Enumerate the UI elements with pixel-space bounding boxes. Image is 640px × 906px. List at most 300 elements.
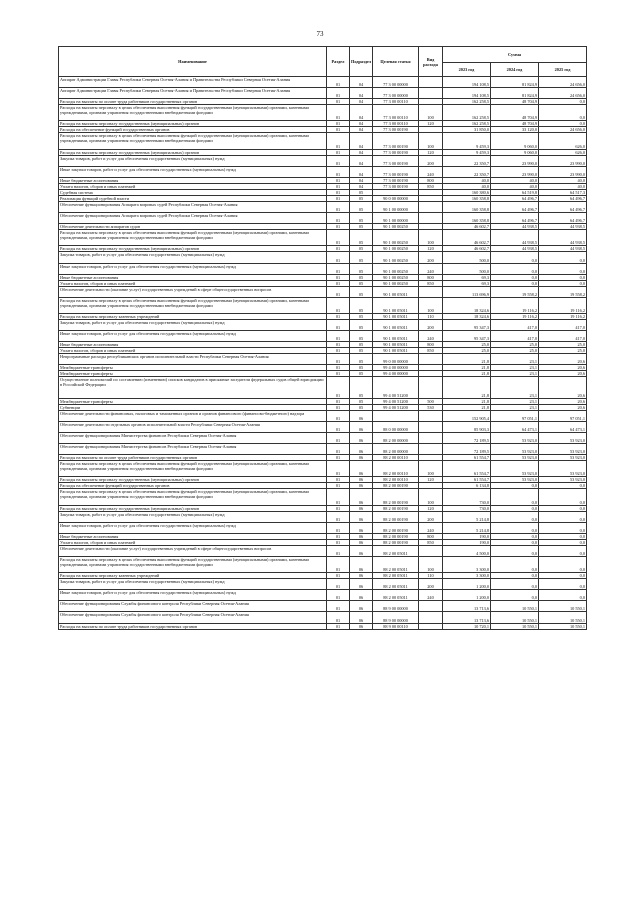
row-sum-2025: 24 656,0 xyxy=(539,88,587,99)
row-podrazdel: 05 xyxy=(350,286,373,297)
row-sum-2023: 194 108,5 xyxy=(443,88,491,99)
row-podrazdel: 05 xyxy=(350,189,373,195)
row-sum-2024: 48 704,9 xyxy=(491,105,539,121)
row-razdel: 01 xyxy=(327,183,350,189)
row-podrazdel: 06 xyxy=(350,579,373,590)
row-name: Расходы на выплаты персоналу государственных (муниципальных) органов xyxy=(59,505,327,511)
table-row xyxy=(59,522,587,533)
row-cs: 77 3 00 00000 xyxy=(373,77,419,88)
row-razdel: 01 xyxy=(327,320,350,331)
row-sum-2024: 53 923,0 xyxy=(491,444,539,455)
row-sum-2025: 0,0 xyxy=(539,483,587,489)
row-vr xyxy=(419,286,443,297)
row-razdel: 01 xyxy=(327,404,350,410)
row-podrazdel: 04 xyxy=(350,77,373,88)
row-podrazdel: 05 xyxy=(350,348,373,354)
row-sum-2025: 64 517,3 xyxy=(539,189,587,195)
row-name: Расходы на выплаты по оплате труда работников государственных органов xyxy=(59,455,327,461)
table-row xyxy=(59,286,587,297)
row-sum-2023: 9 459,3 xyxy=(443,149,491,155)
row-name: Расходы на обеспечение функций государственных органов xyxy=(59,483,327,489)
row-sum-2025: 24 656,0 xyxy=(539,127,587,133)
table-body xyxy=(59,77,587,630)
row-vr: 800 xyxy=(419,274,443,280)
row-podrazdel: 05 xyxy=(350,320,373,331)
row-sum-2025: 64 496,7 xyxy=(539,213,587,224)
row-sum-2025: 0,0 xyxy=(539,274,587,280)
row-vr: 110 xyxy=(419,313,443,319)
row-podrazdel: 05 xyxy=(350,280,373,286)
row-vr: 100 xyxy=(419,489,443,505)
row-razdel: 01 xyxy=(327,166,350,177)
row-cs: 90 1 00 05011 xyxy=(373,331,419,342)
row-sum-2025: 53 923,0 xyxy=(539,444,587,455)
table-row xyxy=(59,297,587,313)
table-row xyxy=(59,556,587,572)
row-cs: 77 3 00 00110 xyxy=(373,121,419,127)
row-sum-2025: 0,0 xyxy=(539,511,587,522)
row-name: Иные закупки товаров, работ и услуг для обеспечения государственных (муниципальных) нужд xyxy=(59,590,327,601)
row-name: Осуществление полномочий по составлению (изменению) списков кандидатов в присяжные заседатели федеральных судов общей юрисдикции в Российской Федерации xyxy=(59,377,327,398)
row-razdel: 01 xyxy=(327,342,350,348)
row-sum-2023: 160 358,8 xyxy=(443,195,491,201)
row-vr: 240 xyxy=(419,166,443,177)
row-vr xyxy=(419,612,443,623)
row-razdel: 01 xyxy=(327,313,350,319)
row-cs: 99 4 00 00000 xyxy=(373,365,419,371)
row-podrazdel: 05 xyxy=(350,297,373,313)
row-razdel: 01 xyxy=(327,133,350,149)
row-sum-2023: 95 347,3 xyxy=(443,320,491,331)
row-sum-2023: 152 905,4 xyxy=(443,410,491,421)
table-row xyxy=(59,601,587,612)
row-name: Иные закупки товаров, работ и услуг для обеспечения государственных (муниципальных) нужд xyxy=(59,331,327,342)
row-sum-2025: 19 116,2 xyxy=(539,313,587,319)
table-row xyxy=(59,77,587,88)
row-cs: 77 3 00 00110 xyxy=(373,99,419,105)
row-name: Судебная система xyxy=(59,189,327,195)
table-row xyxy=(59,410,587,421)
row-sum-2023: 22 350,7 xyxy=(443,155,491,166)
row-razdel: 01 xyxy=(327,127,350,133)
row-vr xyxy=(419,444,443,455)
row-cs: 88 2 00 00190 xyxy=(373,533,419,539)
row-podrazdel: 05 xyxy=(350,377,373,398)
table-row xyxy=(59,230,587,246)
row-vr xyxy=(419,202,443,213)
row-vr: 100 xyxy=(419,297,443,313)
row-razdel: 01 xyxy=(327,77,350,88)
row-name: Обеспечение деятельности финансовых, налоговых и таможенных органов и органов финансового (финансово-бюджетного) надзора xyxy=(59,410,327,421)
table-header xyxy=(59,47,587,77)
row-sum-2024: 64 496,7 xyxy=(491,195,539,201)
row-sum-2025: 20,6 xyxy=(539,398,587,404)
row-sum-2025: 0,0 xyxy=(539,573,587,579)
row-podrazdel: 05 xyxy=(350,246,373,252)
row-sum-2025: 0,0 xyxy=(539,489,587,505)
row-razdel: 01 xyxy=(327,477,350,483)
row-sum-2024: 417,0 xyxy=(491,331,539,342)
row-sum-2023: 22 350,7 xyxy=(443,166,491,177)
row-sum-2023: 730,0 xyxy=(443,489,491,505)
row-name: Межбюджетные трансферты xyxy=(59,398,327,404)
row-sum-2023: 13 713,6 xyxy=(443,601,491,612)
row-cs: 88 2 00 00110 xyxy=(373,477,419,483)
row-name: Обеспечение функционирования Аппарата мировых судей Республики Северная Осетия-Алания xyxy=(59,213,327,224)
row-vr: 240 xyxy=(419,331,443,342)
row-cs: 77 3 00 00190 xyxy=(373,127,419,133)
row-sum-2024: 417,0 xyxy=(491,320,539,331)
row-name: Расходы на выплаты по оплате труда работников государственных органов xyxy=(59,99,327,105)
row-vr: 240 xyxy=(419,522,443,533)
table-row xyxy=(59,489,587,505)
row-name: Субвенции xyxy=(59,404,327,410)
row-cs: 77 3 00 00190 xyxy=(373,133,419,149)
row-podrazdel: 06 xyxy=(350,511,373,522)
row-sum-2023: 25,0 xyxy=(443,342,491,348)
row-sum-2023: 61 554,7 xyxy=(443,461,491,477)
row-vr xyxy=(419,354,443,365)
row-sum-2023: 46 602,7 xyxy=(443,230,491,246)
row-cs: 88 2 00 00000 xyxy=(373,444,419,455)
header-name: Наименование xyxy=(59,47,327,77)
row-podrazdel: 06 xyxy=(350,483,373,489)
row-sum-2023: 85 903,3 xyxy=(443,421,491,432)
row-sum-2025: 10 550,1 xyxy=(539,612,587,623)
row-podrazdel: 06 xyxy=(350,533,373,539)
row-razdel: 01 xyxy=(327,149,350,155)
table-row xyxy=(59,155,587,166)
header-vr: Вид расхода xyxy=(419,47,443,77)
row-vr: 120 xyxy=(419,477,443,483)
row-vr: 500 xyxy=(419,398,443,404)
row-sum-2024: 0,0 xyxy=(491,573,539,579)
row-sum-2025: 0,0 xyxy=(539,105,587,121)
row-cs: 99 4 00 51200 xyxy=(373,404,419,410)
row-sum-2025: 20,6 xyxy=(539,371,587,377)
row-sum-2025: 626,0 xyxy=(539,149,587,155)
row-podrazdel: 06 xyxy=(350,601,373,612)
row-sum-2023: 31 850,0 xyxy=(443,127,491,133)
row-vr xyxy=(419,377,443,398)
page-number: 73 xyxy=(316,30,324,38)
row-cs: 90 1 00 00250 xyxy=(373,263,419,274)
header-sum: Сумма xyxy=(443,47,587,63)
row-sum-2023: 1 200,0 xyxy=(443,590,491,601)
row-sum-2023: 46 602,7 xyxy=(443,224,491,230)
table-row xyxy=(59,432,587,443)
row-name: Расходы на выплаты персоналу государственных (муниципальных) органов xyxy=(59,121,327,127)
row-sum-2025: 0,0 xyxy=(539,533,587,539)
row-cs: 90 1 00 00000 xyxy=(373,213,419,224)
row-podrazdel: 05 xyxy=(350,313,373,319)
row-sum-2023: 21,8 xyxy=(443,398,491,404)
table-row xyxy=(59,461,587,477)
row-vr: 120 xyxy=(419,246,443,252)
row-sum-2025: 20,6 xyxy=(539,404,587,410)
row-razdel: 01 xyxy=(327,263,350,274)
row-vr: 800 xyxy=(419,177,443,183)
row-sum-2025: 64 473,1 xyxy=(539,421,587,432)
row-name: Закупка товаров, работ и услуг для обеспечения государственных (муниципальных) нужд xyxy=(59,252,327,263)
row-razdel: 01 xyxy=(327,489,350,505)
row-podrazdel: 05 xyxy=(350,224,373,230)
row-sum-2025: 53 923,0 xyxy=(539,477,587,483)
row-name: Обеспечение функционирования Министерства финансов Республики Северная Осетия-Алания xyxy=(59,432,327,443)
row-cs: 88 2 00 00190 xyxy=(373,511,419,522)
row-razdel: 01 xyxy=(327,461,350,477)
row-podrazdel: 06 xyxy=(350,444,373,455)
row-vr xyxy=(419,77,443,88)
row-name: Закупка товаров, работ и услуг для обеспечения государственных (муниципальных) нужд xyxy=(59,320,327,331)
row-sum-2024: 0,0 xyxy=(491,556,539,572)
row-sum-2024: 0,0 xyxy=(491,489,539,505)
row-podrazdel: 06 xyxy=(350,522,373,533)
row-sum-2023: 21,8 xyxy=(443,354,491,365)
row-cs: 77 3 00 00190 xyxy=(373,166,419,177)
row-razdel: 01 xyxy=(327,573,350,579)
table-row xyxy=(59,166,587,177)
row-sum-2024: 0,0 xyxy=(491,483,539,489)
row-podrazdel: 06 xyxy=(350,556,373,572)
row-cs: 88 2 00 00190 xyxy=(373,483,419,489)
row-sum-2023: 10 720,1 xyxy=(443,623,491,629)
row-cs: 99 0 00 00000 xyxy=(373,354,419,365)
row-vr xyxy=(419,88,443,99)
row-sum-2025: 24 656,0 xyxy=(539,77,587,88)
header-2023: 2023 год xyxy=(443,63,491,77)
row-podrazdel: 04 xyxy=(350,121,373,127)
row-sum-2024: 48 704,9 xyxy=(491,99,539,105)
row-sum-2025: 44 938,5 xyxy=(539,230,587,246)
row-vr: 240 xyxy=(419,263,443,274)
row-cs: 88 2 00 05011 xyxy=(373,545,419,556)
row-podrazdel: 04 xyxy=(350,149,373,155)
row-cs: 99 4 00 00000 xyxy=(373,371,419,377)
row-name: Расходы на выплаты персоналу государственных (муниципальных) органов xyxy=(59,246,327,252)
row-razdel: 01 xyxy=(327,213,350,224)
row-name: Обеспечение деятельности (оказание услуг) государственных учреждений в сфере общегосударственных вопросов xyxy=(59,286,327,297)
table-row xyxy=(59,320,587,331)
row-sum-2023: 160 358,8 xyxy=(443,213,491,224)
row-sum-2023: 1 200,0 xyxy=(443,579,491,590)
row-podrazdel: 06 xyxy=(350,461,373,477)
row-cs: 88 2 00 05011 xyxy=(373,573,419,579)
row-cs: 88 2 00 00000 xyxy=(373,432,419,443)
row-sum-2024: 25,0 xyxy=(491,342,539,348)
row-sum-2023: 21,8 xyxy=(443,371,491,377)
row-sum-2025: 44 938,5 xyxy=(539,224,587,230)
row-vr: 120 xyxy=(419,121,443,127)
row-sum-2023: 194 108,5 xyxy=(443,77,491,88)
row-sum-2024: 9 060,0 xyxy=(491,133,539,149)
row-razdel: 01 xyxy=(327,377,350,398)
row-vr: 530 xyxy=(419,404,443,410)
row-sum-2024: 0,0 xyxy=(491,280,539,286)
row-podrazdel: 05 xyxy=(350,202,373,213)
row-razdel: 01 xyxy=(327,410,350,421)
row-sum-2024: 64 496,7 xyxy=(491,213,539,224)
row-name: Расходы на выплаты персоналу в целях обеспечения выполнения функций государственными (муниципальными) органами, казенными учреждениями, органами управления государственными внебюджетными фондами xyxy=(59,297,327,313)
row-razdel: 01 xyxy=(327,88,350,99)
row-sum-2024: 0,0 xyxy=(491,252,539,263)
row-razdel: 01 xyxy=(327,252,350,263)
table-row xyxy=(59,623,587,629)
row-podrazdel: 05 xyxy=(350,195,373,201)
row-vr xyxy=(419,213,443,224)
row-sum-2024: 10 550,1 xyxy=(491,623,539,629)
row-razdel: 01 xyxy=(327,444,350,455)
row-sum-2025: 0,0 xyxy=(539,263,587,274)
row-sum-2024: 64 496,7 xyxy=(491,202,539,213)
row-sum-2024: 23 990,0 xyxy=(491,155,539,166)
row-podrazdel: 06 xyxy=(350,505,373,511)
row-sum-2025: 20,6 xyxy=(539,365,587,371)
row-cs: 88 2 00 05011 xyxy=(373,590,419,601)
row-sum-2025: 20,6 xyxy=(539,354,587,365)
row-name: Аппарат Администрации Главы Республики Северная Осетия-Алания и Правительства Республики Северная Осетия-Алания xyxy=(59,77,327,88)
row-sum-2025: 23 990,0 xyxy=(539,166,587,177)
row-name: Уплата налогов, сборов и иных платежей xyxy=(59,348,327,354)
row-vr: 200 xyxy=(419,320,443,331)
row-sum-2024: 53 923,0 xyxy=(491,432,539,443)
row-sum-2024: 0,0 xyxy=(491,511,539,522)
row-cs: 88 9 00 00000 xyxy=(373,601,419,612)
row-sum-2023: 40,0 xyxy=(443,183,491,189)
row-cs: 90 1 00 00250 xyxy=(373,224,419,230)
row-razdel: 01 xyxy=(327,121,350,127)
row-name: Обеспечение деятельности отдельных органов исполнительной власти Республики Северная Осетия-Алания xyxy=(59,421,327,432)
header-podrazdel: Подраздел xyxy=(350,47,373,77)
row-cs: 88 2 00 00190 xyxy=(373,505,419,511)
row-sum-2024: 25,0 xyxy=(491,348,539,354)
row-podrazdel: 04 xyxy=(350,155,373,166)
row-sum-2025: 23 990,0 xyxy=(539,155,587,166)
row-cs: 90 1 00 05011 xyxy=(373,342,419,348)
row-sum-2023: 162 258,5 xyxy=(443,99,491,105)
row-podrazdel: 06 xyxy=(350,455,373,461)
row-podrazdel: 05 xyxy=(350,274,373,280)
row-vr xyxy=(419,601,443,612)
row-sum-2023: 72 189,5 xyxy=(443,432,491,443)
row-sum-2023: 21,8 xyxy=(443,365,491,371)
row-name: Расходы на выплаты персоналу государственных (муниципальных) органов xyxy=(59,477,327,483)
row-razdel: 01 xyxy=(327,155,350,166)
row-cs: 88 9 00 00000 xyxy=(373,612,419,623)
row-podrazdel: 04 xyxy=(350,105,373,121)
row-podrazdel: 04 xyxy=(350,127,373,133)
row-cs: 88 2 00 05011 xyxy=(373,556,419,572)
row-name: Иные бюджетные ассигнования xyxy=(59,177,327,183)
row-sum-2025: 53 923,0 xyxy=(539,455,587,461)
row-razdel: 01 xyxy=(327,483,350,489)
row-razdel: 01 xyxy=(327,195,350,201)
row-sum-2024: 44 938,5 xyxy=(491,230,539,246)
row-cs: 99 4 00 51200 xyxy=(373,398,419,404)
table-row xyxy=(59,354,587,365)
row-sum-2025: 64 496,7 xyxy=(539,202,587,213)
row-sum-2023: 21,8 xyxy=(443,404,491,410)
row-sum-2025: 0,0 xyxy=(539,522,587,533)
row-podrazdel: 05 xyxy=(350,230,373,246)
row-cs: 90 1 00 05011 xyxy=(373,313,419,319)
row-cs: 90 1 00 05011 xyxy=(373,297,419,313)
row-razdel: 01 xyxy=(327,398,350,404)
row-razdel: 01 xyxy=(327,539,350,545)
row-sum-2023: 18 324,6 xyxy=(443,313,491,319)
row-podrazdel: 05 xyxy=(350,365,373,371)
row-razdel: 01 xyxy=(327,331,350,342)
row-name: Закупка товаров, работ и услуг для обеспечения государственных (муниципальных) нужд xyxy=(59,511,327,522)
row-cs: 90 1 00 00250 xyxy=(373,230,419,246)
row-razdel: 01 xyxy=(327,246,350,252)
row-name: Расходы на выплаты персоналу казенных учреждений xyxy=(59,573,327,579)
row-cs: 88 2 00 00190 xyxy=(373,539,419,545)
row-sum-2023: 162 258,5 xyxy=(443,105,491,121)
row-podrazdel: 06 xyxy=(350,421,373,432)
row-vr: 850 xyxy=(419,539,443,545)
row-sum-2023: 18 324,6 xyxy=(443,297,491,313)
table-row xyxy=(59,590,587,601)
row-sum-2024: 19 116,2 xyxy=(491,297,539,313)
row-cs: 88 0 00 00000 xyxy=(373,421,419,432)
row-name: Уплата налогов, сборов и иных платежей xyxy=(59,280,327,286)
row-sum-2024: 48 704,9 xyxy=(491,121,539,127)
row-podrazdel: 05 xyxy=(350,331,373,342)
table-row xyxy=(59,263,587,274)
row-sum-2023: 61 554,7 xyxy=(443,477,491,483)
row-razdel: 01 xyxy=(327,286,350,297)
row-name: Обеспечение функционирования Службы финансового контроля Республики Северная Осетия-Алания xyxy=(59,601,327,612)
row-sum-2024: 0,0 xyxy=(491,579,539,590)
row-sum-2025: 0,0 xyxy=(539,539,587,545)
row-podrazdel: 06 xyxy=(350,489,373,505)
row-sum-2023: 500,0 xyxy=(443,252,491,263)
row-razdel: 01 xyxy=(327,511,350,522)
row-podrazdel: 04 xyxy=(350,177,373,183)
row-cs: 88 2 00 00110 xyxy=(373,461,419,477)
row-vr: 110 xyxy=(419,573,443,579)
row-podrazdel: 06 xyxy=(350,623,373,629)
row-podrazdel: 05 xyxy=(350,354,373,365)
row-vr: 100 xyxy=(419,556,443,572)
row-podrazdel: 05 xyxy=(350,252,373,263)
row-sum-2024: 0,0 xyxy=(491,522,539,533)
row-name: Реализация функций судебной власти xyxy=(59,195,327,201)
row-sum-2024: 40,0 xyxy=(491,183,539,189)
row-sum-2023: 72 189,5 xyxy=(443,444,491,455)
row-sum-2025: 0,0 xyxy=(539,556,587,572)
row-sum-2025: 53 923,0 xyxy=(539,461,587,477)
table-row xyxy=(59,421,587,432)
row-razdel: 01 xyxy=(327,297,350,313)
row-sum-2024: 97 051,1 xyxy=(491,410,539,421)
row-sum-2025: 20,6 xyxy=(539,377,587,398)
row-podrazdel: 04 xyxy=(350,133,373,149)
table-row xyxy=(59,105,587,121)
row-sum-2024: 64 473,1 xyxy=(491,421,539,432)
row-sum-2025: 0,0 xyxy=(539,579,587,590)
table-row xyxy=(59,202,587,213)
row-sum-2024: 19 116,2 xyxy=(491,313,539,319)
row-name: Непрограммные расходы республиканских органов исполнительной власти Республики Северная Осетия-Алания xyxy=(59,354,327,365)
table-row xyxy=(59,377,587,398)
row-sum-2025: 0,0 xyxy=(539,99,587,105)
row-sum-2024: 0,0 xyxy=(491,539,539,545)
row-sum-2025: 40,0 xyxy=(539,177,587,183)
row-podrazdel: 06 xyxy=(350,477,373,483)
row-cs: 90 1 00 00250 xyxy=(373,274,419,280)
